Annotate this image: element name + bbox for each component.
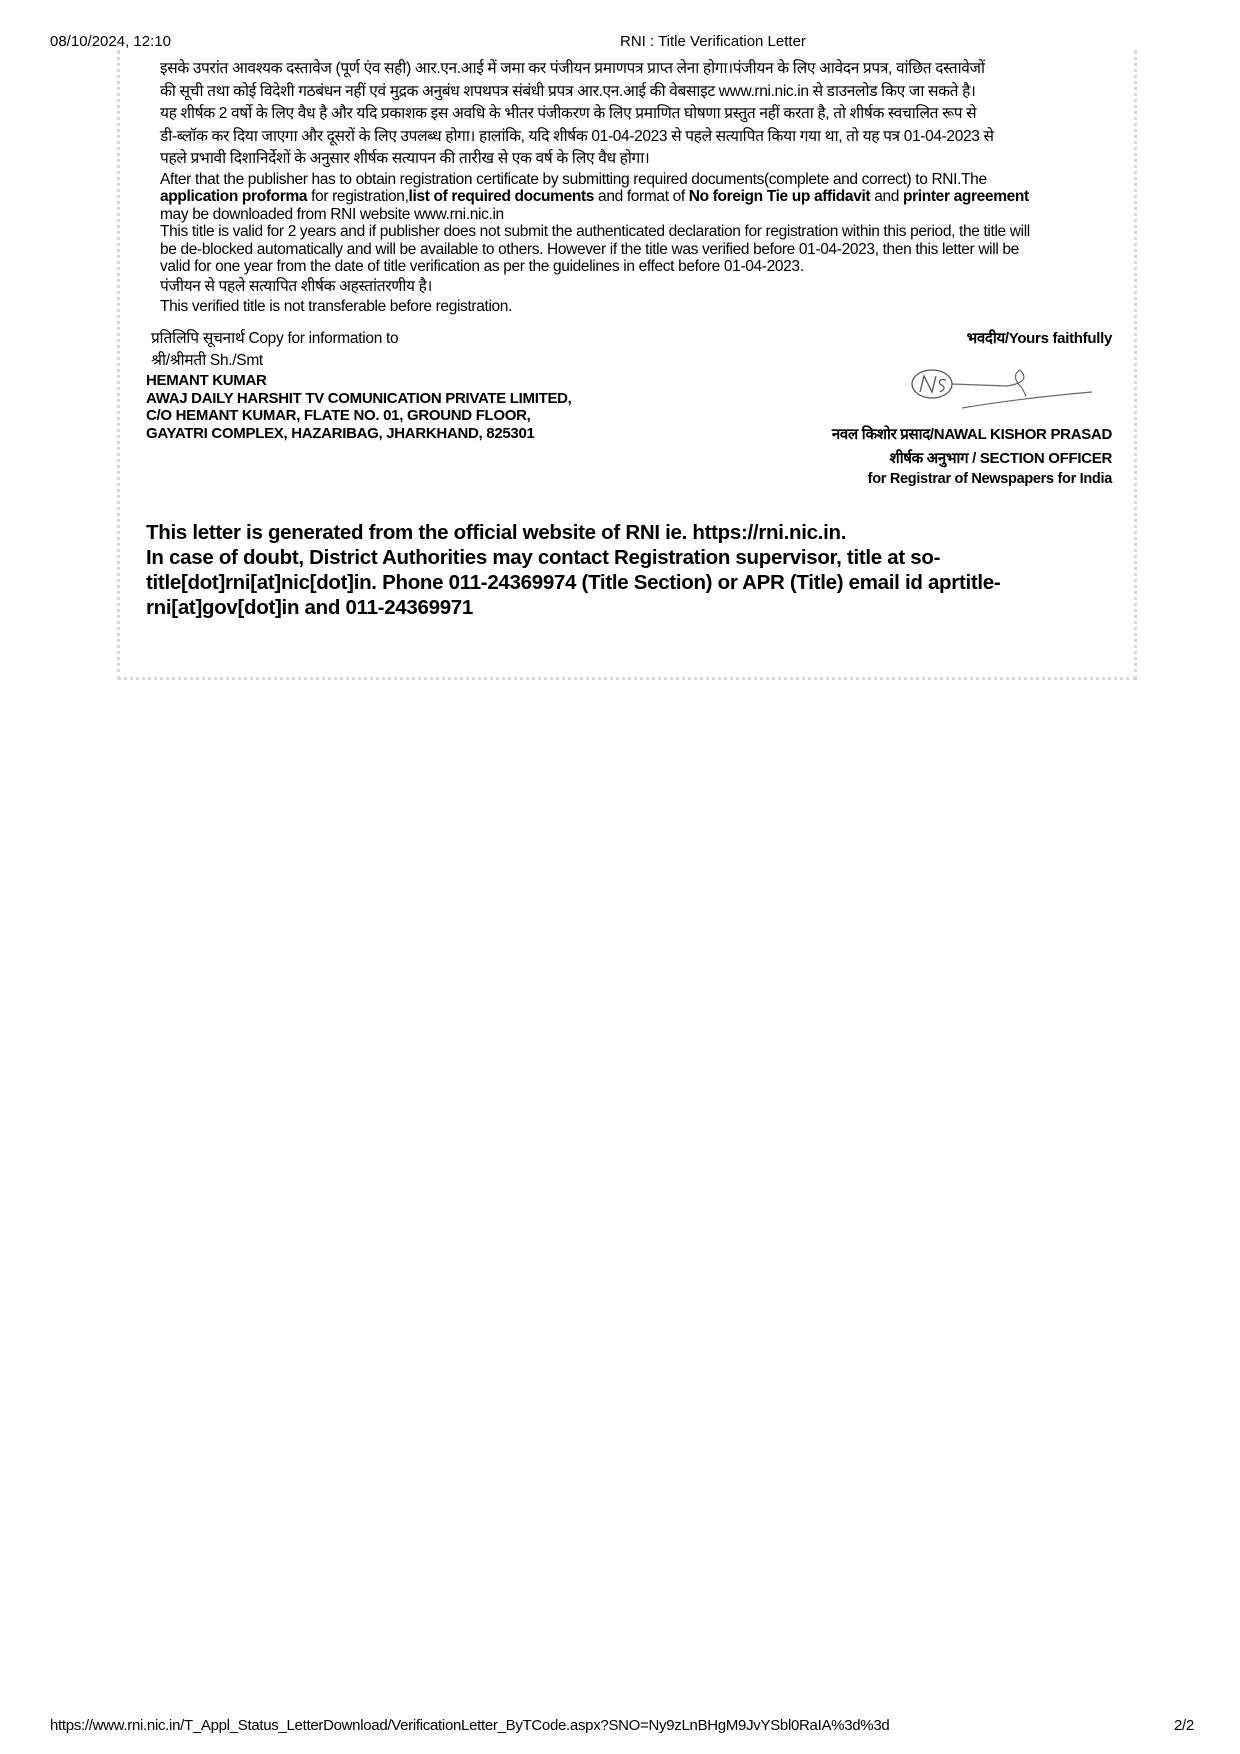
bold-term: No foreign Tie up affidavit: [688, 188, 871, 205]
text-line: यह शीर्षक 2 वर्षो के लिए वैध है और यदि प्रकाशक इस अवधि के भीतर पंजीकरण के लिए प्रमाणित घोषणा प्रस्तुत नहीं करता है, तो शीर्षक स्वचालित रूप से: [160, 105, 977, 122]
english-paragraph-registration: [160, 171, 1100, 276]
text: for registration,: [307, 188, 409, 205]
verification-notice: [146, 520, 1106, 620]
text-line: This title is valid for 2 years and if publisher does not submit the authenticated declaration for registration within this period, the title will: [160, 223, 1030, 240]
text-line: After that the publisher has to obtain registration certificate by submitting required documents(complete and correct) to RNI.The: [160, 170, 987, 188]
hindi-nontransfer-note: पंजीयन से पहले सत्यापित शीर्षक अहस्तांतरणीय है।: [160, 277, 433, 295]
page-number: 2/2: [1174, 1717, 1194, 1734]
address-line: C/O HEMANT KUMAR, FLATE NO. 01, GROUND FLOOR,: [146, 407, 531, 424]
text-line: की सूची तथा कोई विदेशी गठबंधन नहीं एवं मुद्रक अनुबंध शपथपत्र संबंधी प्रपत्र आर.एन.आई की वेबसाइट www.rni.nic.in से डाउनलोड किए जा सकते है।: [160, 82, 976, 100]
hindi-paragraph: [160, 58, 1100, 171]
print-datetime: 08/10/2024, 12:10: [50, 33, 171, 50]
text-line: valid for one year from the date of title verification as per the guidelines in effect before 01-04-2023.: [160, 258, 804, 275]
recipient-address: [146, 372, 572, 442]
copy-label: प्रतिलिपि सूचनार्थ Copy for information to: [151, 330, 399, 347]
signatory-designation: शीर्षक अनुभाग / SECTION OFFICER: [889, 450, 1112, 467]
copy-to-block: [151, 328, 398, 372]
signatory-name: नवल किशोर प्रसाद/NAWAL KISHOR PRASAD: [831, 426, 1112, 443]
print-title: RNI : Title Verification Letter: [620, 33, 806, 50]
salutation: श्री/श्रीमती Sh./Smt: [151, 352, 263, 369]
bold-term: printer agreement: [902, 188, 1029, 205]
text-line: may be downloaded from RNI website www.rni.nic.in: [160, 205, 504, 223]
letter-frame: [117, 50, 1137, 680]
bold-term: list of required documents: [408, 188, 595, 205]
signatory-organization: for Registrar of Newspapers for India: [867, 471, 1112, 487]
address-line: GAYATRI COMPLEX, HAZARIBAG, JHARKHAND, 825301: [146, 424, 535, 442]
signature-image: [902, 362, 1102, 414]
print-url: https://www.rni.nic.in/T_Appl_Status_LetterDownload/VerificationLetter_ByTCode.aspx?SNO=Ny9zLnBHgM9JvYSbl0RaIA%3d%3d: [50, 1717, 890, 1734]
english-nontransfer-note: This verified title is not transferable before registration.: [160, 298, 513, 315]
text-line: पहले प्रभावी दिशानिर्देशों के अनुसार शीर्षक सत्यापन की तारीख से एक वर्ष के लिए वैध होगा।: [160, 150, 650, 167]
signature-block: [832, 328, 1112, 487]
notice-line: title[dot]rni[at]nic[dot]in. Phone 011-24369974 (Title Section) or APR (Title) email id aprtitle-: [146, 571, 1001, 594]
closing: भवदीय/Yours faithfully: [966, 330, 1112, 347]
text-line: be de-blocked automatically and will be available to others. However if the title was verified before 01-04-2023, then this letter will be: [160, 240, 1019, 258]
notice-line: rni[at]gov[dot]in and 011-24369971: [146, 596, 474, 619]
text: and: [870, 188, 903, 205]
text: and format of: [594, 188, 689, 205]
text-line: [160, 188, 1100, 206]
address-line: AWAJ DAILY HARSHIT TV COMUNICATION PRIVATE LIMITED,: [146, 389, 572, 407]
bold-term: application proforma: [160, 188, 308, 205]
text-line: इसके उपरांत आवश्यक दस्तावेज (पूर्ण एंव सही) आर.एन.आई में जमा कर पंजीयन प्रमाणपत्र प्राप्त लेना होगा।पंजीयन के लिए आवेदन प्रपत्र, वांछित दस्तावेजों: [160, 60, 985, 77]
address-line: HEMANT KUMAR: [146, 372, 267, 389]
text-line: डी-ब्लॉक कर दिया जाएगा और दूसरों के लिए उपलब्ध होगा। हालांकि, यदि शीर्षक 01-04-2023 से पहले सत्यापित किया गया था, तो यह पत्र 01-04-2023 से: [160, 127, 994, 145]
notice-line: This letter is generated from the official website of RNI ie. https://rni.nic.in.: [146, 521, 847, 544]
notice-line: In case of doubt, District Authorities may contact Registration supervisor, title at so-: [146, 546, 941, 569]
letter-body: [160, 58, 1100, 316]
